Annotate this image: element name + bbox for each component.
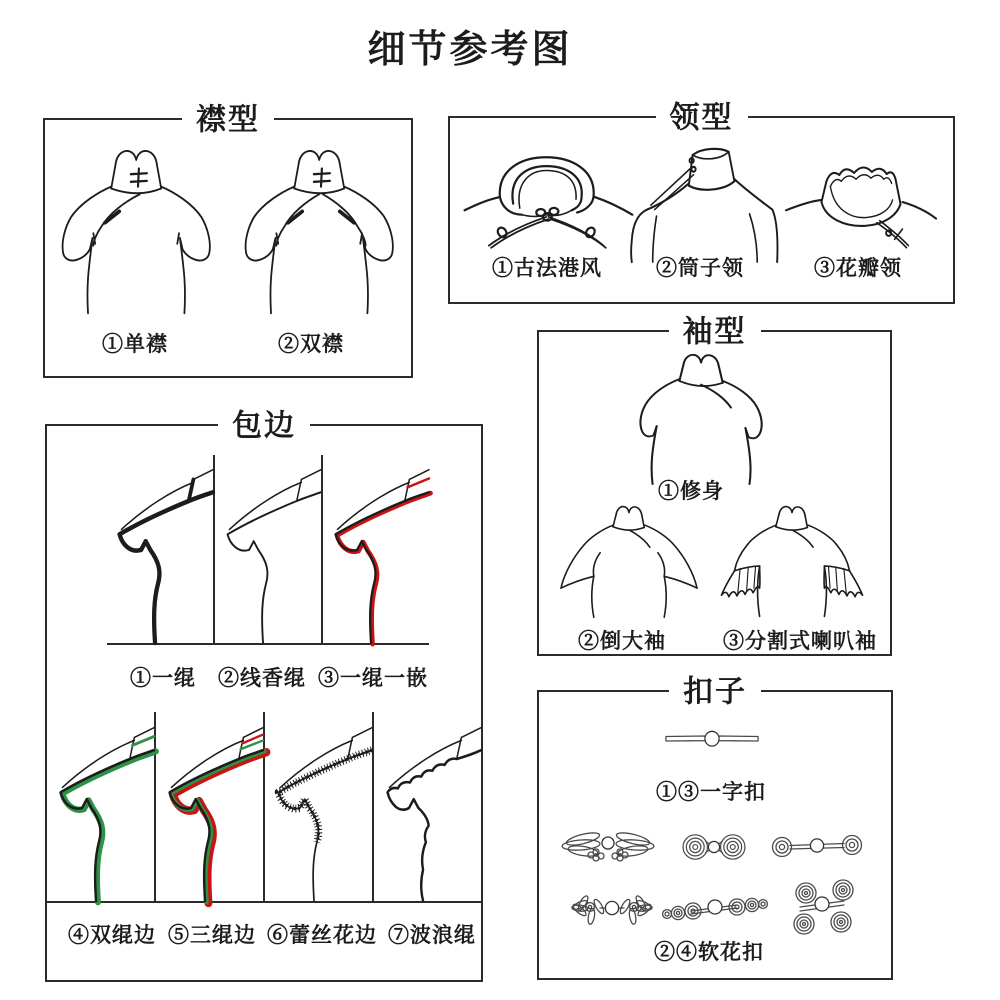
thin-piping-drawing (221, 455, 321, 643)
edging-label-6: ⑥蕾丝花边 (267, 924, 377, 947)
slim-sleeve-drawing (601, 346, 797, 484)
sleeve-section-title: 袖型 (669, 316, 761, 349)
edging-label-2: ②线香绲 (218, 667, 306, 690)
edging-section-title: 包边 (218, 410, 310, 443)
frog-button-bead-coils-drawing (663, 894, 767, 924)
edging-row2-grid (47, 712, 481, 903)
single-lapel-drawing (55, 138, 221, 319)
edging-label-5: ⑤三绲边 (168, 924, 256, 947)
collar-label-2: ②筒子领 (656, 257, 744, 280)
buttons-section (537, 675, 893, 980)
edging-panel-1 (107, 455, 215, 643)
collar-section-title: 领型 (656, 102, 748, 135)
edging-section (45, 409, 483, 982)
tube-collar-drawing (628, 142, 780, 262)
split-flare-sleeve-drawing (711, 500, 873, 618)
sleeve-label-3: ③分割式喇叭袖 (723, 630, 877, 653)
page-title: 细节参考图 (367, 29, 573, 71)
hongkong-collar-drawing (458, 144, 640, 260)
sleeve-label-2: ②倒大袖 (578, 630, 666, 653)
edging-panel-5 (156, 712, 265, 901)
petal-collar-drawing (782, 146, 940, 258)
edging-panel-4 (47, 712, 156, 901)
frog-button-wings-drawing (556, 828, 660, 864)
buttons-section-title: 扣子 (669, 676, 761, 709)
edging-label-3: ③一绲一嵌 (318, 667, 428, 690)
piping-plus-insert-drawing (329, 455, 429, 643)
collar-label-1: ①古法港风 (492, 257, 602, 280)
edging-label-7: ⑦波浪绲 (388, 924, 476, 947)
edging-label-4: ④双绲边 (68, 924, 156, 947)
lapel-label-1: ①单襟 (102, 333, 168, 356)
soft-flower-button-label: ②④软花扣 (654, 941, 764, 964)
sleeve-label-1: ①修身 (658, 480, 724, 503)
double-piping-drawing (54, 713, 154, 901)
bell-sleeve-drawing (549, 500, 709, 618)
lapel-label-2: ②双襟 (278, 333, 344, 356)
edging-panel-2 (215, 455, 323, 643)
frog-button-flower-drawing (562, 886, 662, 928)
triple-piping-drawing (163, 713, 263, 901)
single-piping-drawing (113, 455, 213, 643)
collar-section (448, 101, 955, 304)
frog-button-four-coils-drawing (776, 882, 868, 936)
sleeve-section (537, 315, 892, 656)
lace-edge-drawing (272, 713, 372, 901)
double-lapel-drawing (238, 138, 404, 319)
bar-button-label: ①③一字扣 (656, 781, 766, 804)
bar-button-drawing (664, 730, 760, 748)
lapel-section-title: 襟型 (182, 104, 274, 137)
edging-panel-6 (265, 712, 374, 901)
frog-button-braided-drawing (674, 832, 754, 862)
edging-row1-grid (107, 455, 429, 645)
wave-piping-drawing (381, 713, 481, 901)
lapel-section (43, 103, 413, 378)
frog-button-coil-bar-drawing (771, 833, 863, 861)
collar-label-3: ③花瓣领 (814, 257, 902, 280)
edging-panel-3 (323, 455, 429, 643)
edging-label-1: ①一绲 (130, 667, 196, 690)
edging-panel-7 (374, 712, 481, 901)
